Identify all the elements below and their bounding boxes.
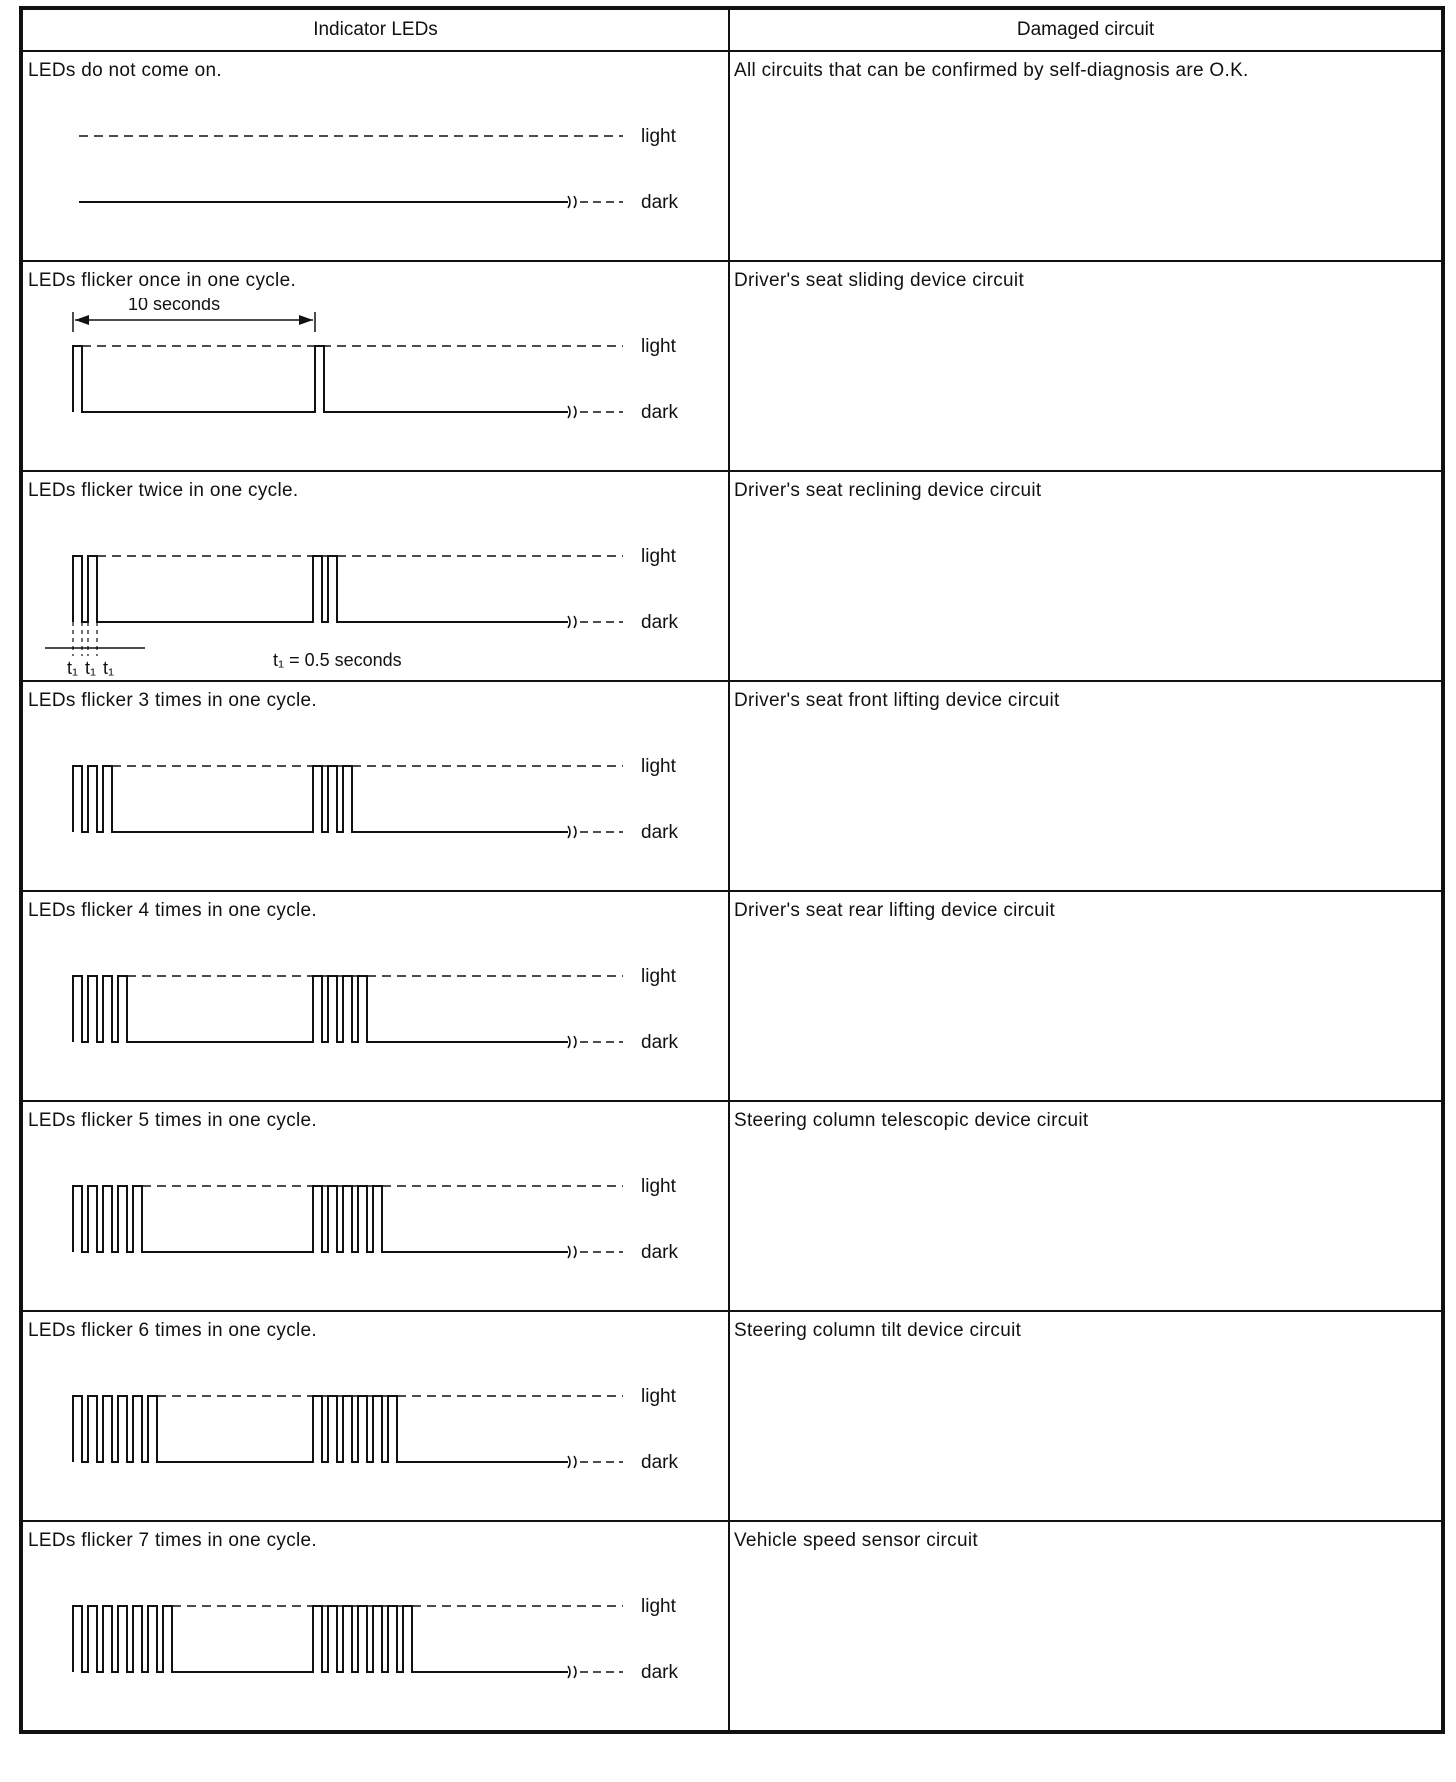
table-row: [21, 471, 1443, 681]
table-row: [21, 1521, 1443, 1732]
led-waveform: [23, 718, 723, 888]
dark-label: dark: [641, 192, 678, 213]
break-mark: [568, 196, 576, 208]
cycle-arrow-right: [299, 315, 313, 325]
led-pulse-train: [73, 1186, 568, 1252]
damaged-circuit: Vehicle speed sensor circuit: [734, 1530, 978, 1551]
led-condition: LEDs flicker 7 times in one cycle.: [28, 1530, 317, 1551]
led-waveform: [23, 88, 723, 258]
break-mark: [568, 1036, 576, 1048]
led-condition: LEDs do not come on.: [28, 60, 222, 81]
led-pulse-train: [73, 766, 568, 832]
break-mark: [568, 826, 576, 838]
led-condition: LEDs flicker twice in one cycle.: [28, 480, 299, 501]
led-waveform: [23, 1558, 723, 1728]
led-condition: LEDs flicker 5 times in one cycle.: [28, 1110, 317, 1131]
light-label: light: [641, 336, 676, 357]
dark-label: dark: [641, 822, 678, 843]
light-label: light: [641, 756, 676, 777]
led-pulse-train: [73, 556, 568, 622]
table-row: [21, 51, 1443, 261]
led-waveform: [23, 508, 723, 678]
table-row: [21, 1101, 1443, 1311]
dark-label: dark: [641, 1242, 678, 1263]
dark-label: dark: [641, 1032, 678, 1053]
led-condition: LEDs flicker 4 times in one cycle.: [28, 900, 317, 921]
led-condition: LEDs flicker 3 times in one cycle.: [28, 690, 317, 711]
indicator-cell: [21, 261, 729, 471]
break-mark: [568, 1456, 576, 1468]
break-mark: [568, 1666, 576, 1678]
indicator-cell: [21, 1521, 729, 1732]
damaged-circuit: Steering column telescopic device circuit: [734, 1110, 1089, 1131]
diagnosis-table: [19, 6, 1445, 1734]
dark-label: dark: [641, 402, 678, 423]
light-label: light: [641, 966, 676, 987]
damaged-circuit: Driver's seat rear lifting device circuit: [734, 900, 1056, 921]
led-pulse-train: [73, 346, 568, 412]
circuit-cell: [729, 1101, 1443, 1311]
table-row: [21, 681, 1443, 891]
damaged-circuit: Driver's seat front lifting device circuit: [734, 690, 1060, 711]
light-label: light: [641, 126, 676, 147]
light-label: light: [641, 546, 676, 567]
light-label: light: [641, 1596, 676, 1617]
dark-label: dark: [641, 612, 678, 633]
header-row: [21, 8, 1443, 51]
led-waveform: [23, 928, 723, 1098]
light-label: light: [641, 1386, 676, 1407]
circuit-cell: [729, 1521, 1443, 1732]
t1-label: t₁: [67, 658, 79, 678]
circuit-cell: [729, 51, 1443, 261]
led-waveform: [23, 1348, 723, 1518]
t1-label: t₁: [85, 658, 97, 678]
indicator-cell: [21, 51, 729, 261]
cycle-arrow-left: [75, 315, 89, 325]
led-pulse-train: [73, 1606, 568, 1672]
circuit-cell: [729, 471, 1443, 681]
table-row: [21, 261, 1443, 471]
indicator-cell: [21, 891, 729, 1101]
dark-label: dark: [641, 1662, 678, 1683]
indicator-cell: [21, 471, 729, 681]
circuit-cell: [729, 681, 1443, 891]
light-label: light: [641, 1176, 676, 1197]
break-mark: [568, 616, 576, 628]
damaged-circuit: Steering column tilt device circuit: [734, 1320, 1022, 1341]
indicator-cell: [21, 1101, 729, 1311]
circuit-cell: [729, 1311, 1443, 1521]
circuit-cell: [729, 891, 1443, 1101]
t1-label: t₁: [103, 658, 115, 678]
t1-value-label: t₁ = 0.5 seconds: [273, 650, 402, 670]
led-condition: LEDs flicker 6 times in one cycle.: [28, 1320, 317, 1341]
damaged-circuit: All circuits that can be confirmed by self-diagnosis are O.K.: [734, 60, 1249, 81]
break-mark: [568, 1246, 576, 1258]
table-row: [21, 1311, 1443, 1521]
indicator-cell: [21, 681, 729, 891]
led-pulse-train: [73, 976, 568, 1042]
header-damaged-circuit: Damaged circuit: [729, 8, 1443, 51]
damaged-circuit: Driver's seat sliding device circuit: [734, 270, 1025, 291]
table-row: [21, 891, 1443, 1101]
led-pulse-train: [73, 1396, 568, 1462]
cycle-duration-label: 10 seconds: [128, 298, 221, 314]
led-waveform: [23, 298, 723, 468]
circuit-cell: [729, 261, 1443, 471]
indicator-cell: [21, 1311, 729, 1521]
damaged-circuit: Driver's seat reclining device circuit: [734, 480, 1042, 501]
break-mark: [568, 406, 576, 418]
dark-label: dark: [641, 1452, 678, 1473]
header-indicator-leds: Indicator LEDs: [21, 8, 729, 51]
led-condition: LEDs flicker once in one cycle.: [28, 270, 297, 291]
led-waveform: [23, 1138, 723, 1308]
